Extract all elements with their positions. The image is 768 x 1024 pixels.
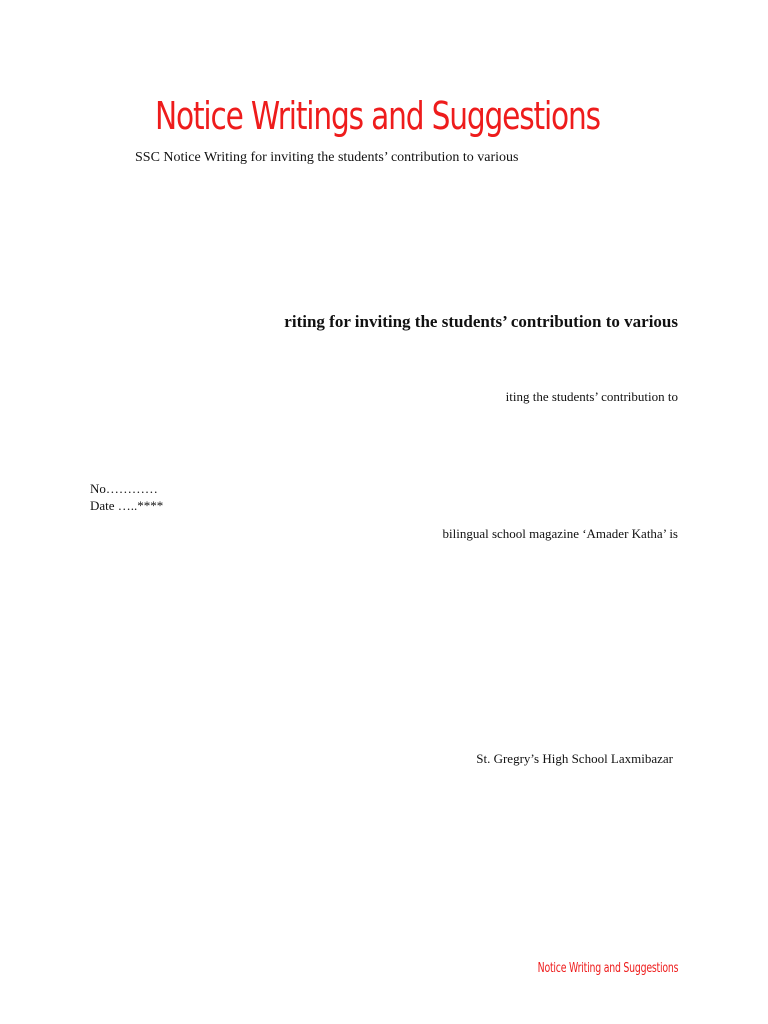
page-title: Notice Writings and Suggestions — [155, 94, 600, 138]
notice-date: Date …..**** — [90, 498, 164, 513]
notice-body-line: bilingual school magazine ‘Amader Katha’ is — [442, 526, 678, 541]
notice-heading: riting for inviting the students’ contribution to various — [284, 312, 678, 331]
notice-number: No………… — [90, 481, 158, 496]
page-footer: Notice Writing and Suggestions — [537, 961, 678, 976]
notice-signature: St. Gregry’s High School Laxmibazar — [476, 751, 673, 766]
notice-meta — [90, 480, 163, 514]
notice-subheading: iting the students’ contribution to — [505, 389, 678, 404]
page-subtitle: SSC Notice Writing for inviting the students’ contribution to various — [135, 150, 519, 165]
